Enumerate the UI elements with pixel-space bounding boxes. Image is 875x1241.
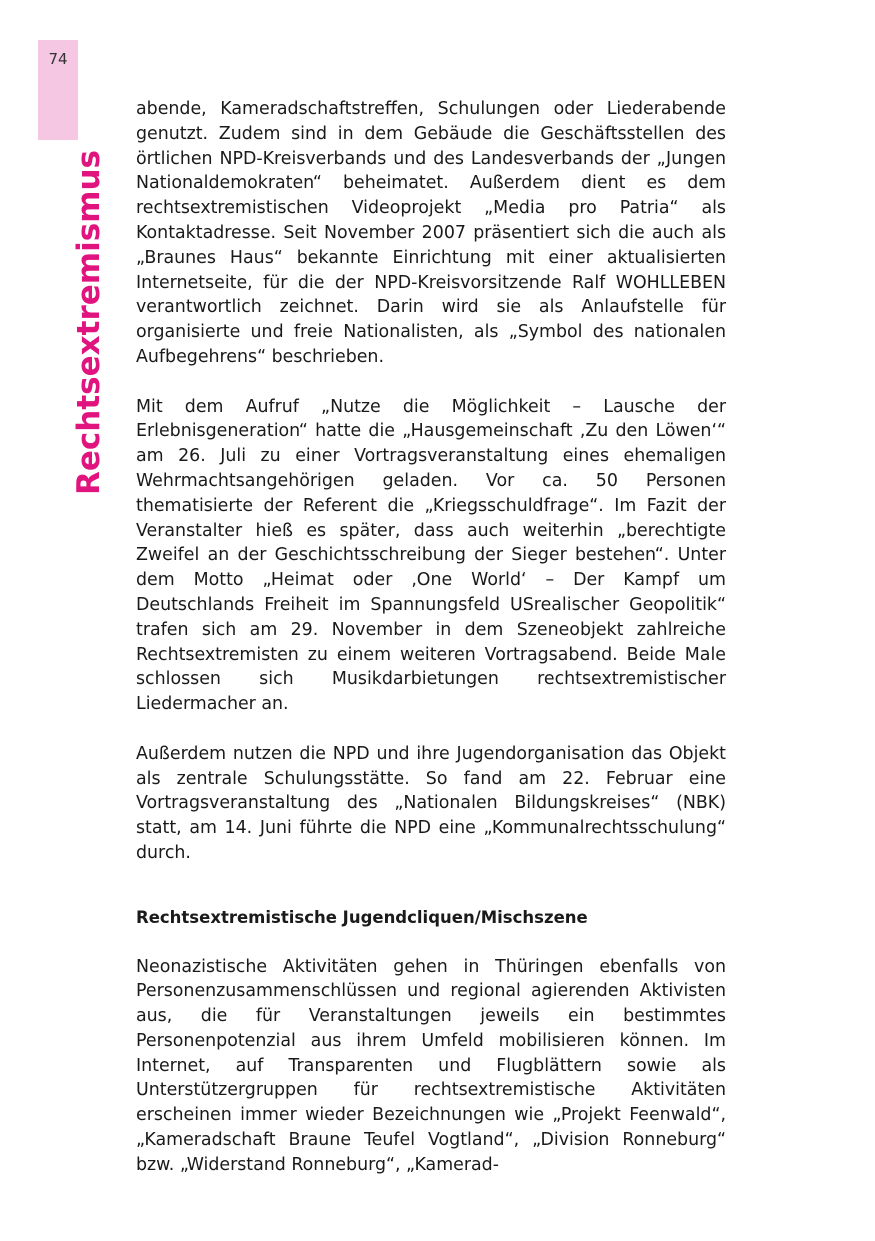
body-paragraph: Neonazistische Aktivitäten gehen in Thüringen ebenfalls von Personenzusammenschlüssen und regional agierenden Aktivisten aus, die für Veranstaltungen jeweils ein bestimmtes Personenpotenzial aus ihrem Umfeld mobilisieren können. Im Internet, auf Transparenten und Flugblättern sowie als Unterstützergruppen für rechtsextremistische Aktivitäten erscheinen immer wieder Bezeichnungen wie „Projekt Feenwald“, „Kameradschaft Braune Teufel Vogtland“, „Division Ronneburg“ bzw. „Widerstand Ronneburg“, „Kamerad- xyxy=(136,956,726,1175)
section-label: Rechtsextremismus xyxy=(71,150,107,495)
section-heading: Rechtsextremistische Jugendcliquen/Mischszene xyxy=(136,907,588,927)
page-number: 74 xyxy=(48,50,68,68)
body-paragraph: abende, Kameradschaftstreffen, Schulungen oder Liederabende genutzt. Zudem sind in dem Gebäude die Geschäftsstellen des örtlichen NPD-Kreisverbands und des Landesverbands der „Jungen Nationaldemokraten“ beheimatet. Außerdem dient es dem rechtsextremistischen Videoprojekt „Media pro Patria“ als Kontaktadresse. Seit November 2007 präsentiert sich die auch als „Braunes Haus“ bekannte Einrichtung mit einer aktualisierten Internetseite, für die der NPD-Kreisvorsitzende Ralf WOHLLEBEN verantwortlich zeichnet. Darin wird sie als Anlaufstelle für organisierte und freie Nationalisten, als „Symbol des nationalen Aufbegehrens“ beschrieben. xyxy=(136,99,726,367)
page-body xyxy=(136,97,726,1202)
body-paragraph: Außerdem nutzen die NPD und ihre Jugendorganisation das Objekt als zentrale Schulungsstätte. So fand am 22. Februar eine Vortragsveranstaltung des „Nationalen Bildungskreises“ (NBK) statt, am 14. Juni führte die NPD eine „Kommunalrechtsschulung“ durch. xyxy=(136,743,726,863)
page-number-tab xyxy=(38,40,78,140)
body-paragraph: Mit dem Aufruf „Nutze die Möglichkeit – Lausche der Erlebnisgeneration“ hatte die „Hausgemeinschaft ‚Zu den Löwen‘“ am 26. Juli zu einer Vortragsveranstaltung eines ehemaligen Wehrmachtsangehörigen geladen. Vor ca. 50 Personen thematisierte der Referent die „Kriegsschuldfrage“. Im Fazit der Veranstalter hieß es später, dass auch weiterhin „berechtigte Zweifel an der Geschichtsschreibung der Sieger bestehen“. Unter dem Motto „Heimat oder ‚One World‘ – Der Kampf um Deutschlands Freiheit im Spannungsfeld USrealischer Geopolitik“ trafen sich am 29. November in dem Szeneobjekt zahlreiche Rechtsextremisten zu einem weiteren Vortragsabend. Beide Male schlossen sich Musikdarbietungen rechtsextremistischer Liedermacher an. xyxy=(136,396,726,715)
